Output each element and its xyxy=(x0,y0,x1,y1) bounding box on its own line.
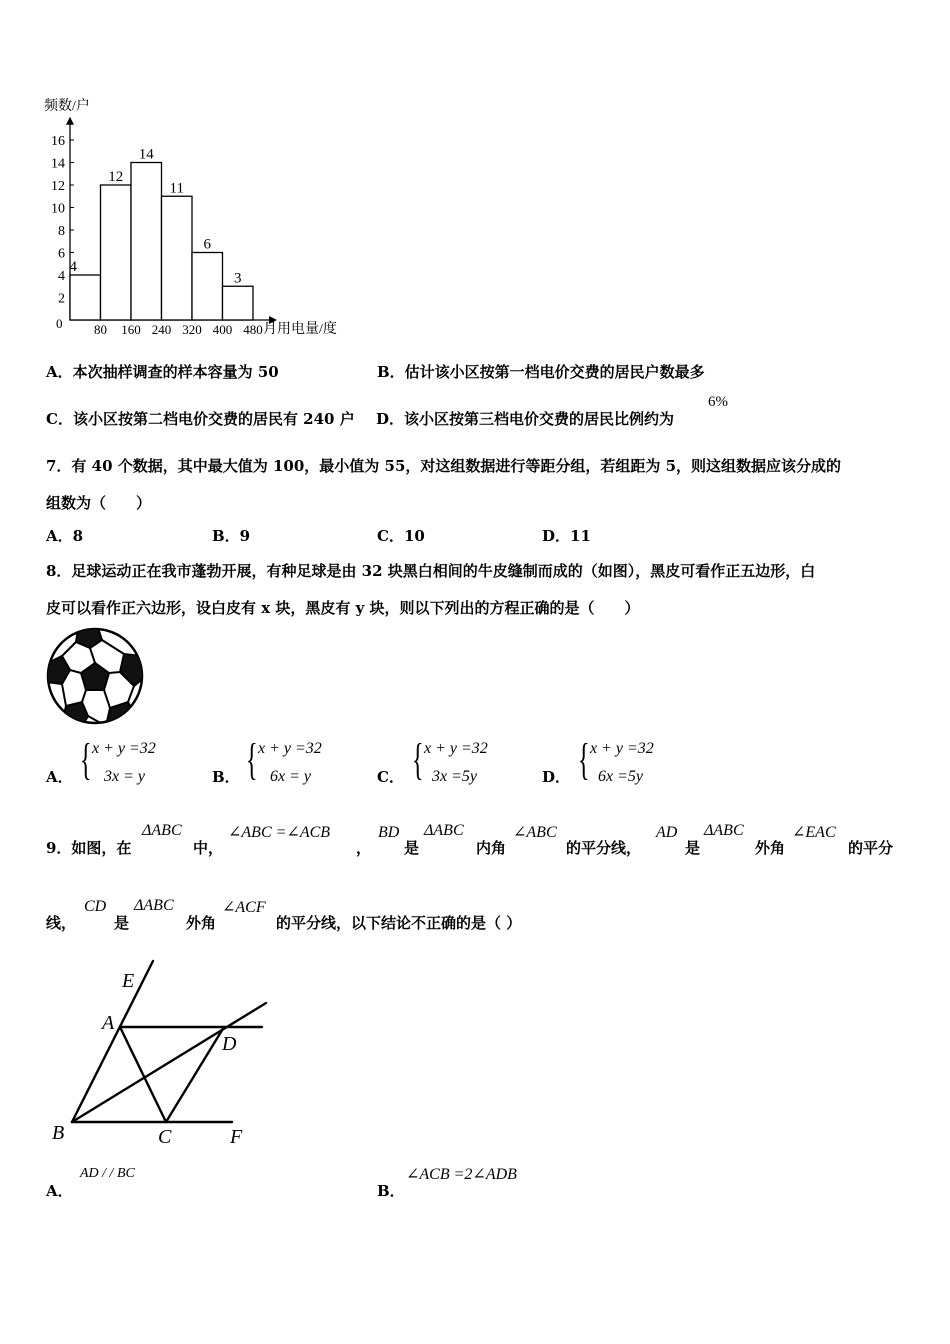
q9-text-3: ， xyxy=(356,839,372,857)
q6-option-b: B．估计该小区按第一档电价交费的居民户数最多 xyxy=(377,363,705,381)
q9-text-11: 是 xyxy=(114,914,130,932)
histogram-bar xyxy=(192,253,223,321)
q9-option-a-label: A． xyxy=(46,1182,73,1200)
q9-text-1: 9．如图，在 xyxy=(46,839,132,857)
q9-text-9: 的平分 xyxy=(848,839,894,857)
q9-math-10: ΔABC xyxy=(134,897,174,914)
q7-stem-line1: 7．有 40 个数据，其中最大值为 100，最小值为 55，对这组数据进行等距分组，若组距为 5，则这组数据应该分成的 xyxy=(46,457,842,475)
y-tick-label: 16 xyxy=(51,134,65,149)
q9-math-2: ∠ABC =∠ACB xyxy=(228,824,331,841)
soccer-ball-figure xyxy=(44,626,146,726)
q8-option-d-brace: { xyxy=(578,735,590,784)
histogram-chart xyxy=(40,92,370,342)
q9-math-7: ΔABC xyxy=(704,822,744,839)
q9-option-a-expr: AD / / BC xyxy=(80,1166,135,1181)
q9-text-7: 是 xyxy=(685,839,701,857)
bar-value-label: 12 xyxy=(108,169,124,185)
x-tick-label: 400 xyxy=(212,322,233,337)
q8-option-a-eq2: 3x = y xyxy=(104,768,145,785)
q9-math-6: AD xyxy=(656,824,678,841)
q8-option-d-label: D． xyxy=(542,768,571,786)
q9-text-8: 外角 xyxy=(755,839,786,857)
q8-option-c-eq1: x + y =32 xyxy=(424,740,488,757)
y-tick-label: 4 xyxy=(58,269,65,284)
x-tick-label: 480 xyxy=(243,322,263,337)
q9-text-4: 是 xyxy=(404,839,420,857)
bar-value-label: 4 xyxy=(69,259,77,275)
q6-option-c: C．该小区按第二档电价交费的居民有 240 户 xyxy=(46,410,355,428)
label-a: A xyxy=(102,1012,115,1034)
q9-math-5: ∠ABC xyxy=(513,824,557,841)
q8-option-a-brace: { xyxy=(80,735,92,784)
y-tick-label: 12 xyxy=(51,179,65,194)
q9-math-8: ∠EAC xyxy=(792,824,836,841)
y-tick-label: 6 xyxy=(58,246,65,262)
x-tick-label: 160 xyxy=(121,322,141,337)
q9-text-6: 的平分线， xyxy=(566,839,642,857)
q8-option-d-eq1: x + y =32 xyxy=(590,740,654,757)
histogram-bar xyxy=(101,185,132,320)
q7-option-d: D．11 xyxy=(542,527,591,545)
q9-text-12: 外角 xyxy=(186,914,217,932)
y-tick-label: 8 xyxy=(58,224,65,239)
q8-option-a-eq1: x + y =32 xyxy=(92,740,156,757)
histogram-bar xyxy=(223,286,254,320)
bar-value-label: 14 xyxy=(138,146,154,163)
x-tick-label: 320 xyxy=(182,322,202,337)
q6-option-d: D．该小区按第三档电价交费的居民比例约为 xyxy=(376,410,675,428)
q6-option-a: A．本次抽样调查的样本容量为 50 xyxy=(46,363,279,381)
line-cd xyxy=(166,1027,224,1122)
q9-math-3: BD xyxy=(378,824,400,841)
q8-option-d-eq2: 6x =5y xyxy=(598,768,643,785)
x-tick-label: 240 xyxy=(151,322,172,337)
q9-text-2: 中， xyxy=(193,839,224,857)
q8-stem-line1: 8．足球运动正在我市蓬勃开展，有种足球是由 32 块黑白相间的牛皮缝制而成的（如图），黑皮可看作正五边形，白 xyxy=(46,562,816,580)
label-b: B xyxy=(52,1122,65,1144)
q6-option-d-value: 6% xyxy=(708,394,728,410)
x-tick-label: 80 xyxy=(94,322,107,337)
q8-option-b-label: B． xyxy=(212,768,240,786)
q9-math-9: CD xyxy=(84,898,107,915)
y-axis-arrow xyxy=(66,117,74,125)
y-axis-label: 频数/户 xyxy=(44,99,90,114)
q9-math-11: ∠ACF xyxy=(222,899,266,916)
q9-text-10: 线， xyxy=(46,914,77,932)
label-d: D xyxy=(222,1033,237,1055)
line-ac xyxy=(120,1027,166,1122)
histogram-bar xyxy=(131,163,162,321)
q7-option-c: C．10 xyxy=(377,527,425,545)
q8-option-c-brace: { xyxy=(412,735,424,784)
bar-value-label: 11 xyxy=(169,180,184,197)
label-c: C xyxy=(158,1126,172,1148)
q9-text-13: 的平分线，以下结论不正确的是（ ） xyxy=(276,914,522,932)
label-f: F xyxy=(230,1126,243,1148)
q7-stem-line2: 组数为（ ） xyxy=(46,494,152,512)
q8-option-c-label: C． xyxy=(377,768,404,786)
q9-math-4: ΔABC xyxy=(424,822,464,839)
label-e: E xyxy=(122,970,135,992)
y-tick-label: 10 xyxy=(51,201,65,217)
y-tick-label: 14 xyxy=(51,156,65,172)
q8-option-a-label: A． xyxy=(46,768,73,786)
bar-value-label: 6 xyxy=(203,236,211,253)
y-tick-label: 2 xyxy=(58,291,65,307)
x-axis-label: 月用电量/度 xyxy=(263,322,337,337)
q9-option-b-expr: ∠ACB =2∠ADB xyxy=(406,1166,517,1183)
histogram-bar xyxy=(70,275,101,320)
q8-option-c-eq2: 3x =5y xyxy=(432,768,477,785)
q8-option-b-brace: { xyxy=(246,735,258,784)
bar-value-label: 3 xyxy=(234,270,242,287)
histogram-bar xyxy=(162,196,193,320)
origin-label: 0 xyxy=(56,316,63,331)
q9-math-1: ΔABC xyxy=(142,822,182,839)
q8-option-b-eq2: 6x = y xyxy=(270,768,311,785)
q8-option-b-eq1: x + y =32 xyxy=(258,740,322,757)
q9-option-b-label: B． xyxy=(377,1182,405,1200)
q8-stem-line2: 皮可以看作正六边形，设白皮有 x 块，黑皮有 y 块，则以下列出的方程正确的是（ ） xyxy=(46,599,640,617)
geometry-figure xyxy=(44,955,274,1150)
q9-text-5: 内角 xyxy=(476,839,507,857)
q7-option-b: B．9 xyxy=(212,527,251,545)
q7-option-a: A．8 xyxy=(46,527,84,545)
